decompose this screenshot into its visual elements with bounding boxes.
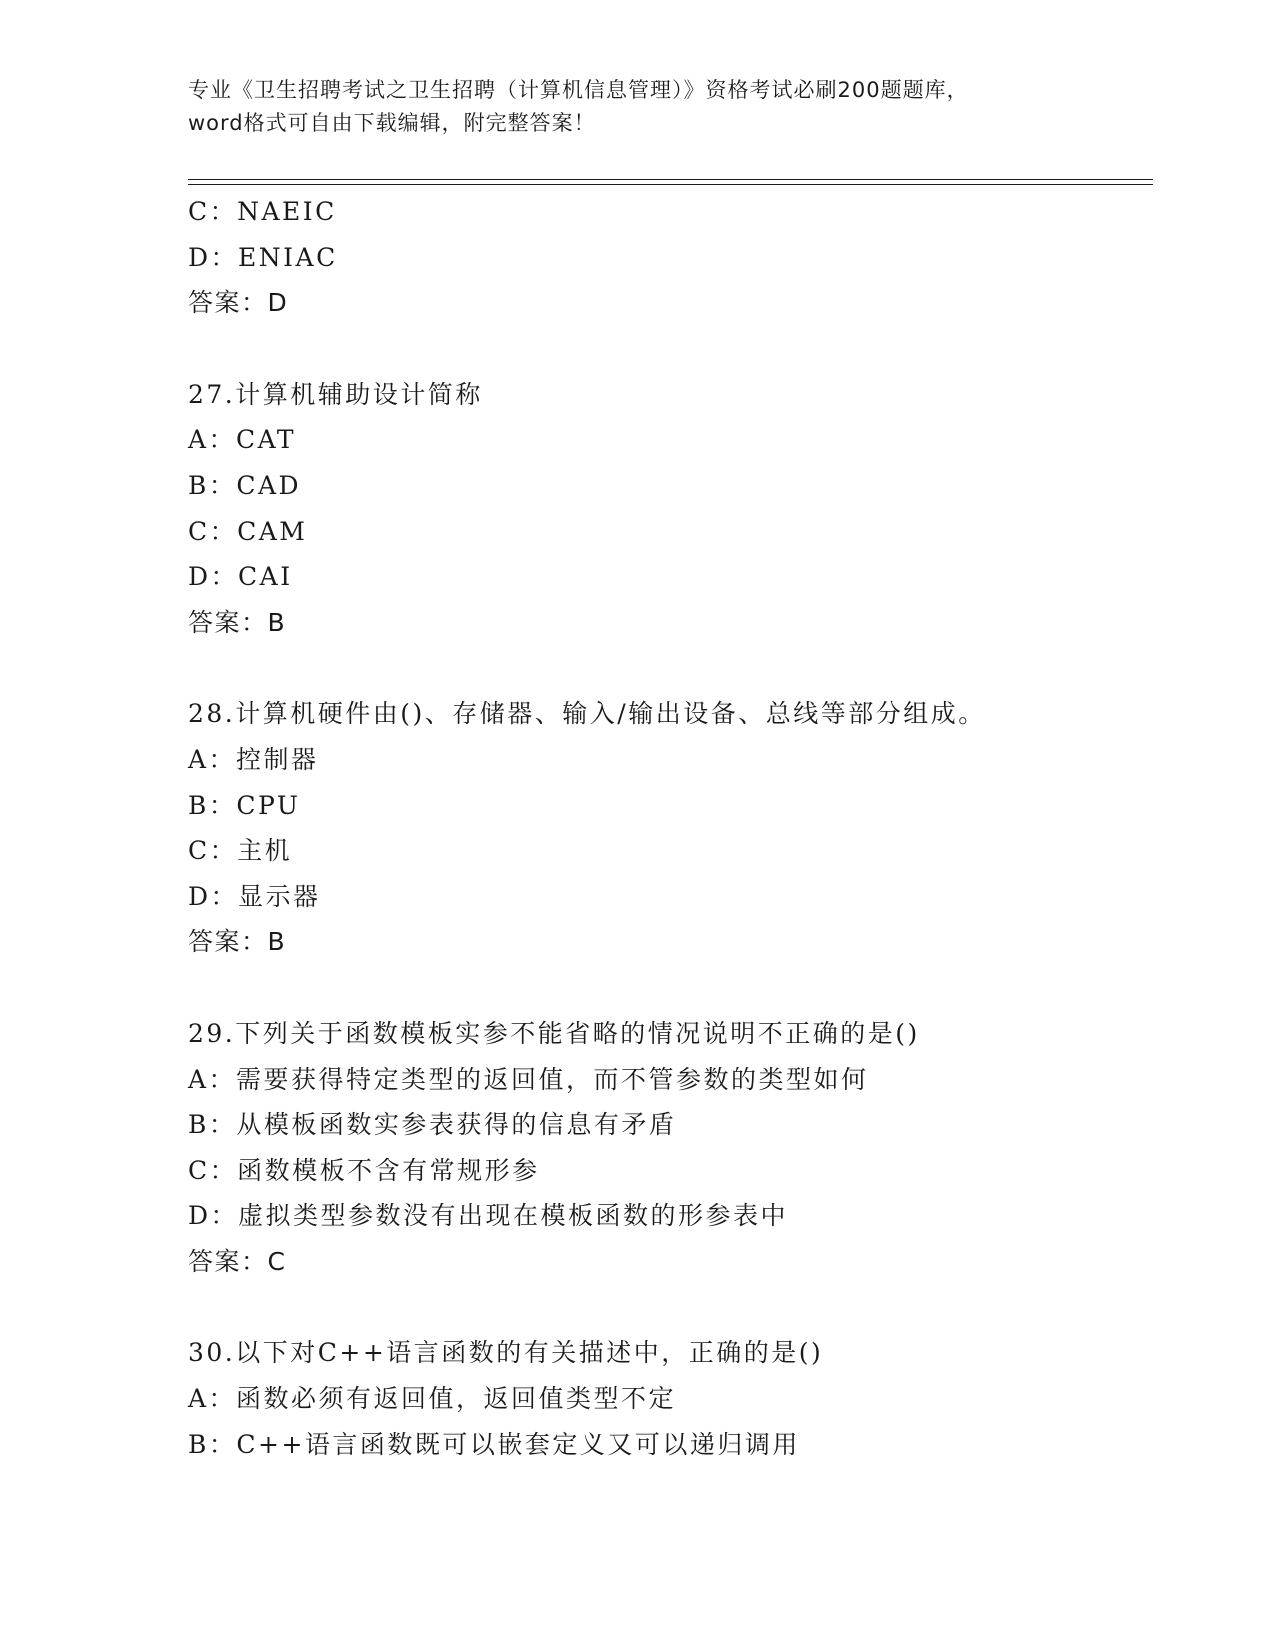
option-c: C：CAM <box>188 516 308 546</box>
header-line-2: word格式可自由下载编辑，附完整答案！ <box>188 111 596 135</box>
answer-line: 答案：D <box>188 288 289 318</box>
answer-line: 答案：B <box>188 607 287 637</box>
option-b: B：CPU <box>188 790 301 820</box>
question-30 <box>188 1330 1148 1467</box>
option-a: A：CAT <box>188 425 297 455</box>
question-29 <box>188 1011 1148 1285</box>
option-d: D：ENIAC <box>188 242 338 272</box>
answer-line: 答案：B <box>188 927 287 957</box>
option-b: B：从模板函数实参表获得的信息有矛盾 <box>188 1110 677 1140</box>
document-header <box>188 74 1108 140</box>
question-title: 28.计算机硬件由()、存储器、输入/输出设备、总线等部分组成。 <box>188 699 986 729</box>
option-d: D：显示器 <box>188 881 321 911</box>
question-27 <box>188 372 1148 646</box>
header-divider-bottom <box>188 184 1153 185</box>
option-c: C：函数模板不含有常规形参 <box>188 1155 540 1185</box>
option-d: D：CAI <box>188 562 293 592</box>
option-a: A：控制器 <box>188 744 319 774</box>
spacer <box>188 965 1148 1011</box>
option-b: B：C++语言函数既可以嵌套定义又可以递归调用 <box>188 1429 800 1459</box>
answer-line: 答案：C <box>188 1246 287 1276</box>
question-28 <box>188 691 1148 965</box>
header-divider-top <box>188 179 1153 180</box>
spacer <box>188 326 1148 372</box>
option-d: D：虚拟类型参数没有出现在模板函数的形参表中 <box>188 1201 789 1231</box>
spacer <box>188 1284 1148 1330</box>
option-a: A：需要获得特定类型的返回值，而不管参数的类型如何 <box>188 1064 869 1094</box>
question-list <box>188 189 1148 1467</box>
question-title: 27.计算机辅助设计简称 <box>188 379 483 409</box>
question-title: 29.下列关于函数模板实参不能省略的情况说明不正确的是() <box>188 1018 920 1048</box>
option-c: C：NAEIC <box>188 197 337 226</box>
option-a: A：函数必须有返回值，返回值类型不定 <box>188 1384 677 1414</box>
option-c: C：主机 <box>188 836 293 866</box>
spacer <box>188 645 1148 691</box>
question-title: 30.以下对C++语言函数的有关描述中，正确的是() <box>188 1338 824 1368</box>
option-b: B：CAD <box>188 470 302 500</box>
header-line-1: 专业《卫生招聘考试之卫生招聘（计算机信息管理）》资格考试必刷200题题库， <box>188 78 969 102</box>
question-fragment <box>188 189 1148 326</box>
